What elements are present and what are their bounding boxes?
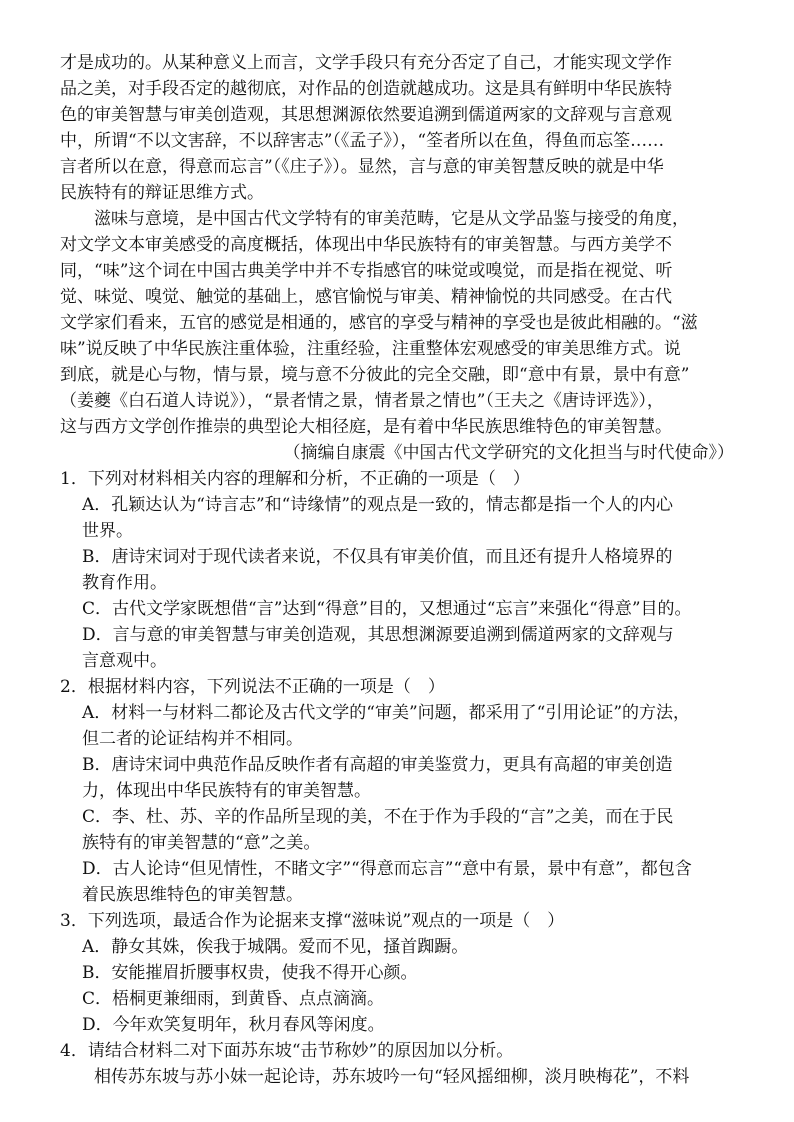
- passage-line: 对文学文本审美感受的高度概括，体现出中华民族特有的审美智慧。与西方美学不: [60, 235, 672, 255]
- question-2-stem: 2．根据材料内容，下列说法不正确的一项是（ ）: [60, 677, 445, 697]
- question-1-option-a: A．孔颖达认为“诗言志”和“诗缘情”的观点是一致的，情志都是指一个人的内心: [82, 495, 674, 515]
- question-2-option-b: B．唐诗宋词中典范作品反映作者有高超的审美鉴赏力，更具有高超的审美创造: [82, 755, 673, 775]
- passage-line: 才是成功的。从某种意义上而言，文学手段只有充分否定了自己，才能实现文学作: [60, 53, 672, 73]
- question-4-material: 相传苏东坡与苏小妹一起论诗，苏东坡吟一句“轻风摇细柳，淡月映梅花”，不料: [94, 1067, 690, 1087]
- question-1-option-c: C．古代文学家既想借“言”达到“得意”目的，又想通过“忘言”来强化“得意”目的。: [82, 599, 692, 619]
- passage-line: 味”说反映了中华民族注重体验，注重经验，注重整体宏观感受的审美思维方式。说: [60, 339, 681, 359]
- passage-line: 到底，就是心与物，情与景，境与意不分彼此的完全交融，即“意中有景，景中有意”: [60, 365, 690, 385]
- question-3-option-a: A．静女其姝，俟我于城隅。爱而不见，搔首踟蹰。: [82, 937, 469, 957]
- passage-line: （姜夔《白石道人诗说》），“景者情之景，情者景之情也”（王夫之《唐诗评选》），: [60, 391, 664, 411]
- question-3-stem: 3．下列选项，最适合作为论据来支撑“滋味说”观点的一项是（ ）: [60, 911, 565, 931]
- passage-line: 品之美，对手段否定的越彻底，对作品的创造就越成功。这是具有鲜明中华民族特: [60, 79, 672, 99]
- question-2-option-d-cont: 着民族思维特色的审美智慧。: [82, 885, 303, 905]
- question-3-option-b: B．安能摧眉折腰事权贵，使我不得开心颜。: [82, 963, 418, 983]
- question-3-option-c: C．梧桐更兼细雨，到黄昏、点点滴滴。: [82, 989, 385, 1009]
- question-2-option-c: C．李、杜、苏、辛的作品所呈现的美，不在于作为手段的“言”之美，而在于民: [82, 807, 674, 827]
- passage-line: 觉、味觉、嗅觉、触觉的基础上，感官愉悦与审美、精神愉悦的共同感受。在古代: [60, 287, 672, 307]
- passage-source: （摘编自康震《中国古代文学研究的文化担当与时代使命》）: [283, 443, 734, 463]
- passage-line: 滋味与意境，是中国古代文学特有的审美范畴，它是从文学品鉴与接受的角度，: [94, 209, 689, 229]
- question-2-option-a: A．材料一与材料二都论及古代文学的“审美”问题，都采用了“引用论证”的方法，: [82, 703, 691, 723]
- passage-line: 言者所以在意，得意而忘言”（《庄子》）。显然，言与意的审美智慧反映的就是中华: [60, 157, 664, 177]
- question-1-option-b-cont: 教育作用。: [82, 573, 167, 593]
- question-2-option-c-cont: 族特有的审美智慧的“意”之美。: [82, 833, 321, 853]
- passage-line: 这与西方文学创作推崇的典型论大相径庭，是有着中华民族思维特色的审美智慧。: [60, 417, 672, 437]
- question-4-stem: 4．请结合材料二对下面苏东坡“击节称妙”的原因加以分析。: [60, 1041, 514, 1061]
- passage-line: 文学家们看来，五官的感觉是相通的，感官的享受与精神的享受也是彼此相融的。“滋: [60, 313, 698, 333]
- question-2-option-d: D．古人论诗“但见情性，不睹文字”“得意而忘言”“意中有景，景中有意”，都包含: [82, 859, 692, 879]
- question-1-stem: 1．下列对材料相关内容的理解和分析，不正确的一项是（ ）: [60, 469, 530, 489]
- passage-line: 中，所谓“不以文害辞，不以辞害志”（《孟子》），“筌者所以在鱼，得鱼而忘筌……: [60, 131, 665, 151]
- passage-line: 色的审美智慧与审美创造观，其思想渊源依然要追溯到儒道两家的文辞观与言意观: [60, 105, 672, 125]
- question-1-option-d-cont: 言意观中。: [82, 651, 167, 671]
- question-3-option-d: D．今年欢笑复明年，秋月春风等闲度。: [82, 1015, 385, 1035]
- passage-line: 同，“味”这个词在中国古典美学中并不专指感官的味觉或嗅觉，而是指在视觉、听: [60, 261, 673, 281]
- question-1-option-d: D．言与意的审美智慧与审美创造观，其思想渊源要追溯到儒道两家的文辞观与: [82, 625, 674, 645]
- passage-line: 民族特有的辩证思维方式。: [60, 183, 264, 203]
- question-2-option-b-cont: 力，体现出中华民族特有的审美智慧。: [82, 781, 371, 801]
- question-2-option-a-cont: 但二者的论证结构并不相同。: [82, 729, 303, 749]
- question-1-option-b: B．唐诗宋词对于现代读者来说，不仅具有审美价值，而且还有提升人格境界的: [82, 547, 673, 567]
- question-1-option-a-cont: 世界。: [82, 521, 133, 541]
